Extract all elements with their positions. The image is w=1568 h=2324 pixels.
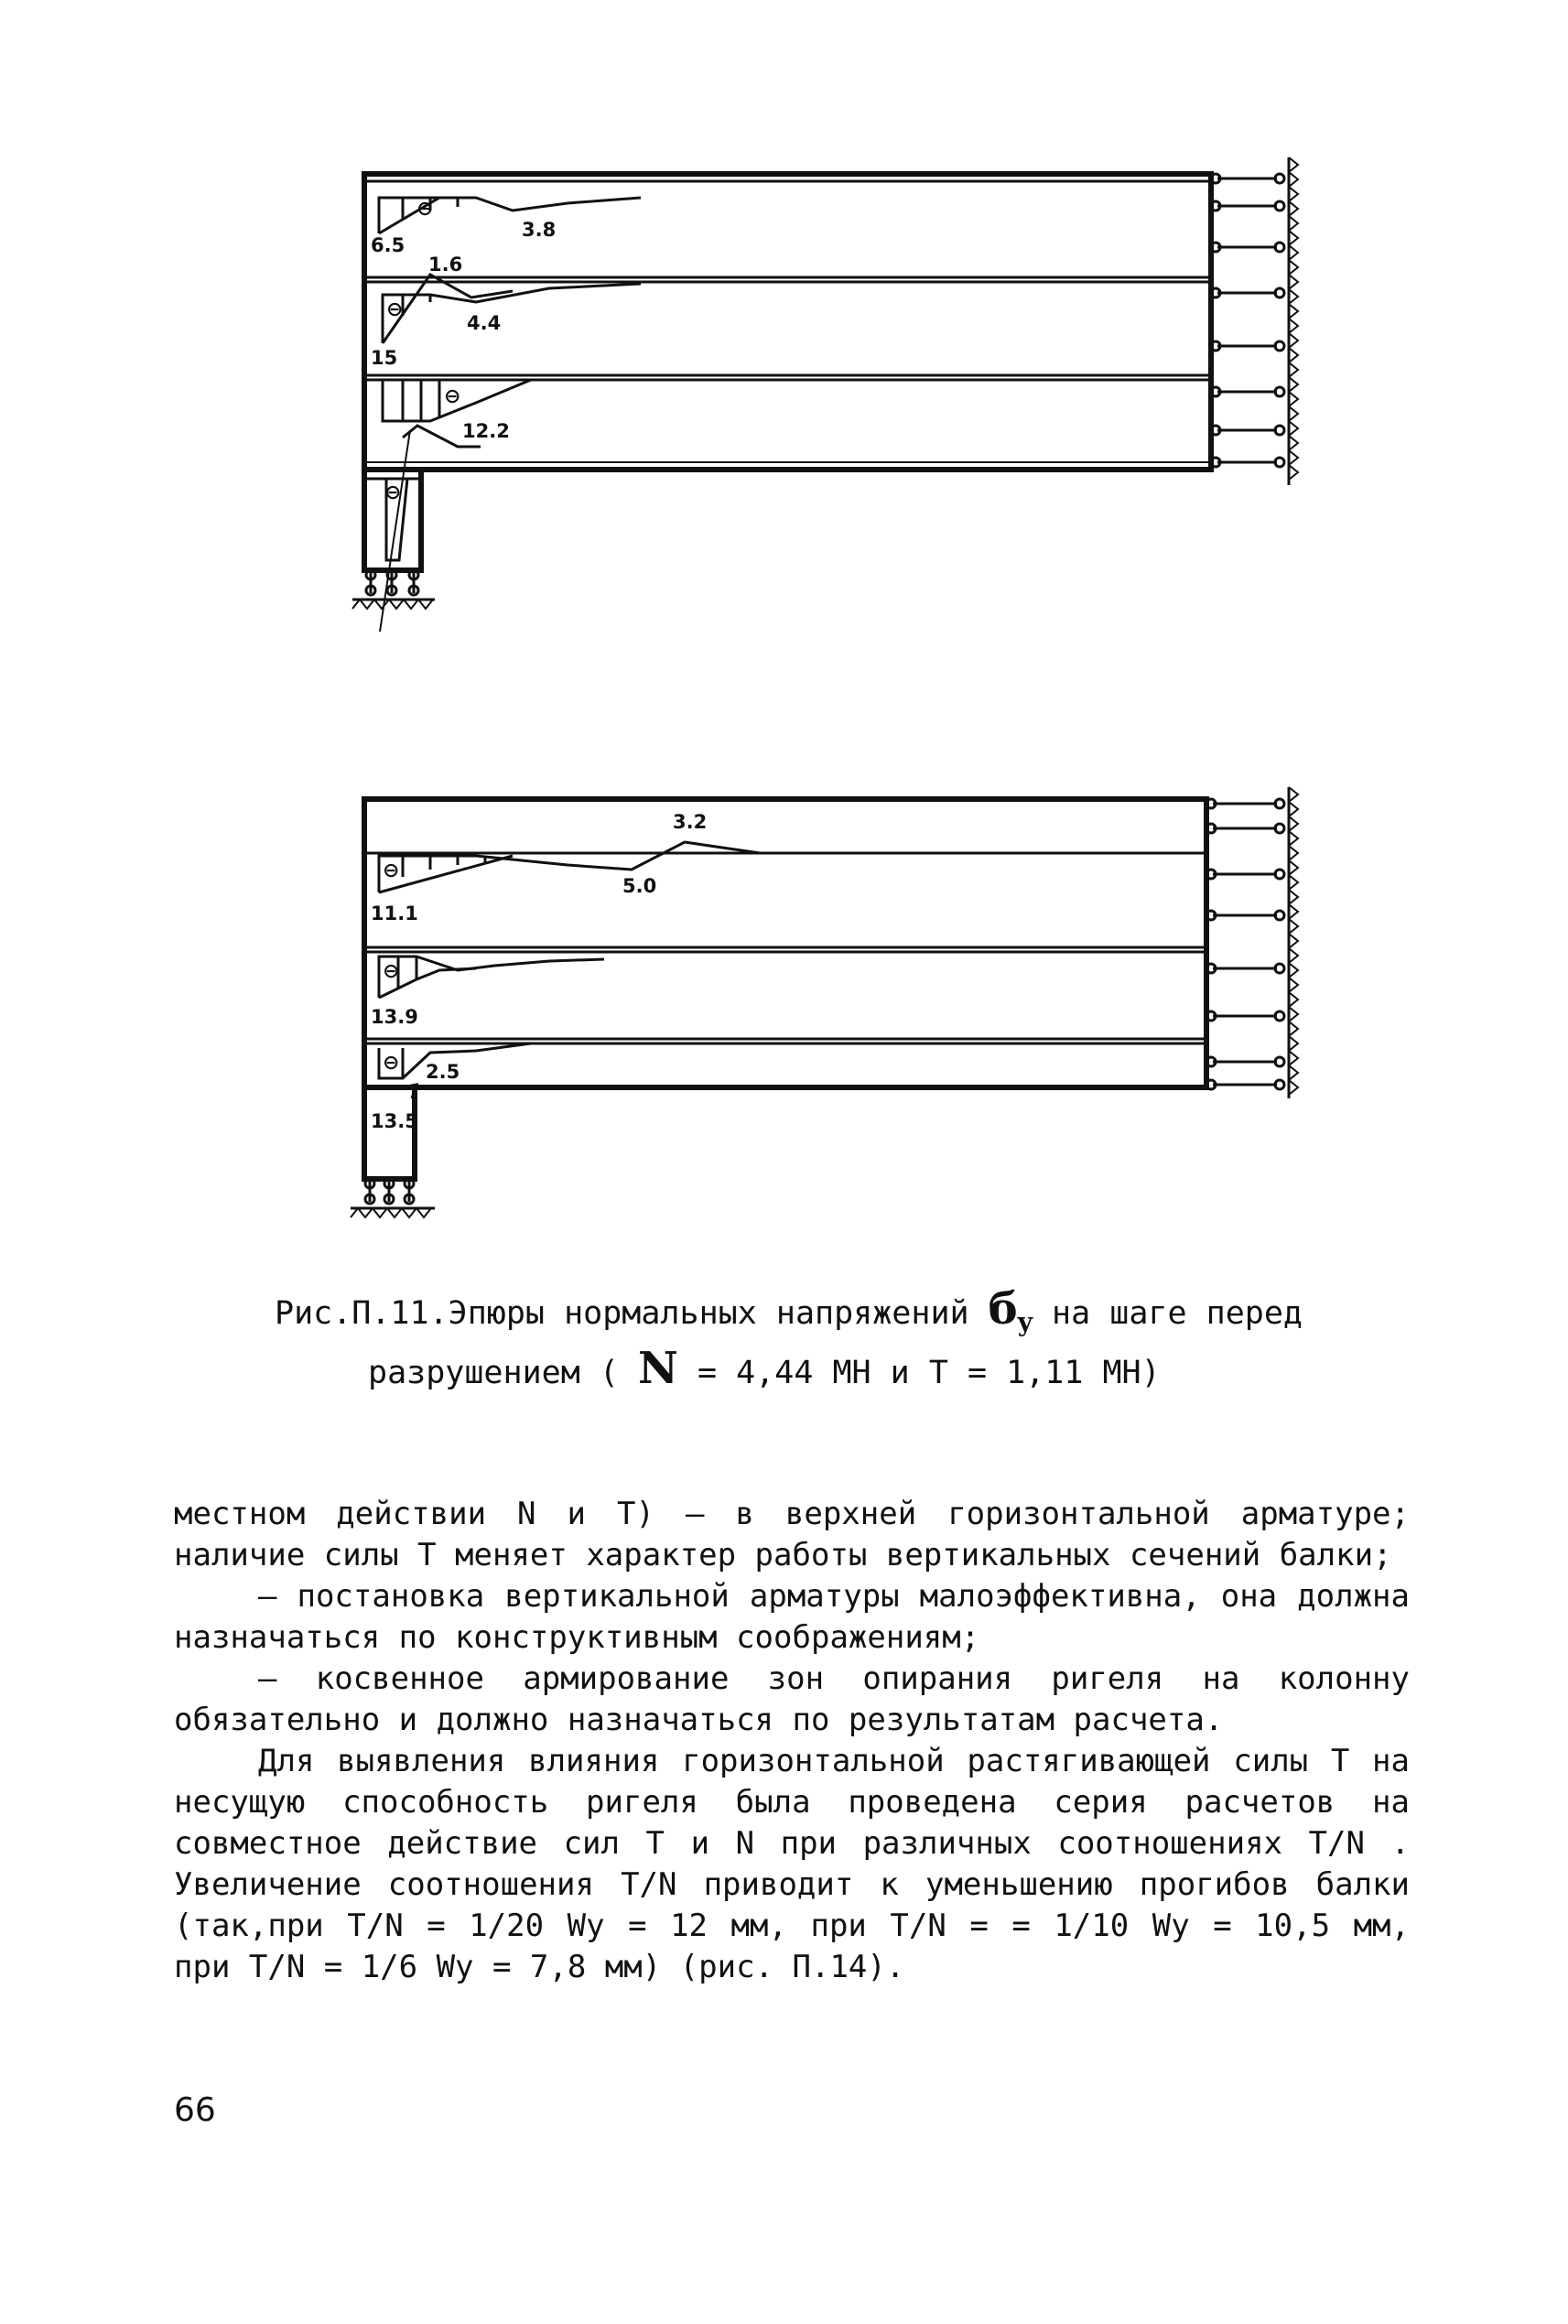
stress-label: 3.2 bbox=[673, 811, 708, 833]
stress-label: 13.5 bbox=[371, 1110, 418, 1132]
stress-label: 2.5 bbox=[426, 1061, 460, 1083]
sign-minus-icon: ⊖ bbox=[416, 198, 434, 221]
caption-line-1: Рис.П.11.Эпюры нормальных напряжений $б_y$ на шаге перед bbox=[275, 1283, 1303, 1337]
top-column-supports bbox=[352, 570, 435, 609]
paragraph: местном действии N и Т) – в верхней горизонтальной арматуре; наличие силы Т меняет характер работы вертикальных сечений балки; bbox=[174, 1496, 1410, 1573]
stress-label: 11.1 bbox=[371, 903, 418, 924]
bottom-column-supports bbox=[351, 1179, 435, 1217]
paragraph: – косвенное армирование зон опирания ригеля на колонну обязательно и должно назначаться по результатам расчета. bbox=[174, 1660, 1410, 1738]
stress-label: 12.2 bbox=[462, 420, 510, 442]
figure-caption bbox=[275, 1283, 1400, 1396]
stress-label: 13.9 bbox=[371, 1006, 418, 1028]
top-right-supports bbox=[1211, 157, 1298, 485]
stress-label: 4.4 bbox=[467, 312, 502, 334]
top-beam-diagram bbox=[352, 157, 1298, 632]
stress-label: 3.8 bbox=[522, 219, 557, 241]
stress-label: 6.5 bbox=[371, 234, 406, 256]
stress-label: 15 bbox=[371, 347, 398, 369]
caption-line-2: разрушением ( N = 4,44 МН и Т = 1,11 МН) bbox=[368, 1343, 1161, 1394]
stress-label: 5.0 bbox=[622, 875, 657, 897]
sign-minus-icon: ⊖ bbox=[383, 859, 400, 882]
stress-label: 1.6 bbox=[428, 254, 463, 276]
sign-minus-icon: ⊖ bbox=[383, 960, 400, 983]
n-symbol: N bbox=[638, 1343, 678, 1394]
bottom-right-supports bbox=[1206, 787, 1298, 1098]
body-text bbox=[174, 1494, 1410, 1988]
bottom-beam-diagram bbox=[351, 787, 1298, 1217]
sign-minus-icon: ⊖ bbox=[384, 481, 402, 504]
paragraph: Для выявления влияния горизонтальной растягивающей силы Т на несущую способность ригеля была проведена серия расчетов на совместное действие сил Т и N при различных соотношениях Т/N . Увеличение соотношения Т/N приводит к уменьшению прогибов балки (так,при Т/N = 1/20 Wy = 12 мм, при Т/N = = 1/10 Wy = 10,5 мм, при Т/N = 1/6 Wy = 7,8 мм) (рис. П.14). bbox=[174, 1743, 1410, 1985]
sign-minus-icon: ⊖ bbox=[444, 385, 461, 408]
page-number: 66 bbox=[174, 2092, 216, 2129]
sign-minus-icon: ⊖ bbox=[386, 298, 404, 321]
paragraph: – постановка вертикальной арматуры малоэффективна, она должна назначаться по конструктивным соображениям; bbox=[174, 1578, 1410, 1656]
sigma-symbol: $б_y$ bbox=[988, 1283, 1033, 1337]
sign-minus-icon: ⊖ bbox=[383, 1052, 400, 1075]
